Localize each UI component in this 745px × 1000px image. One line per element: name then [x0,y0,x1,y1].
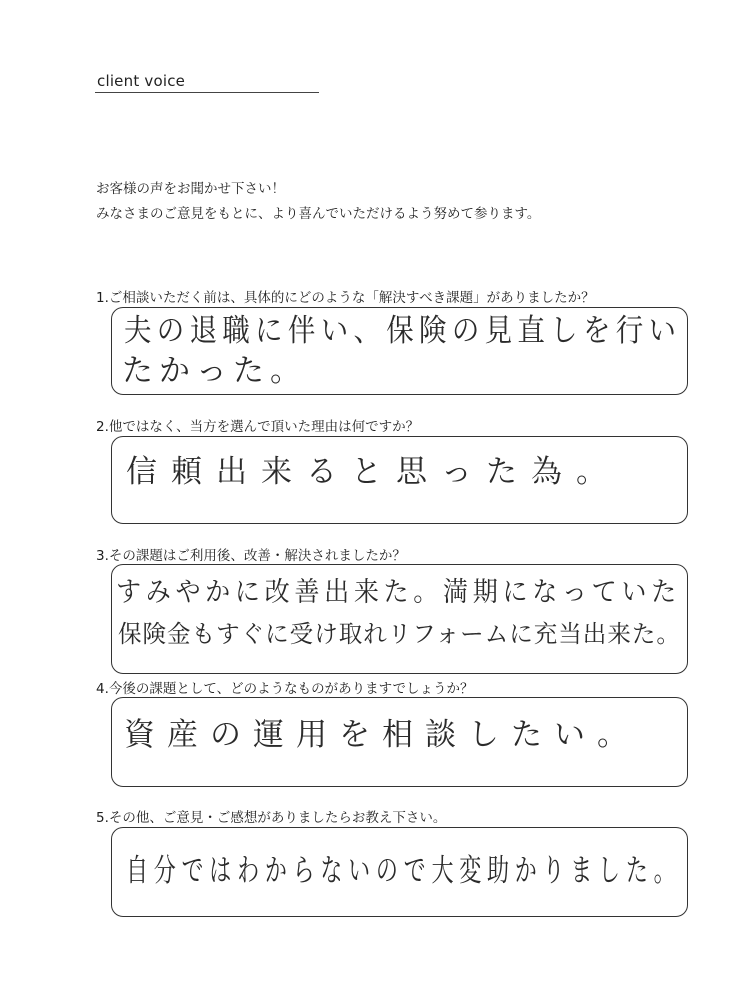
answer-3-line-2: 保険金もすぐに受け取れリフォームに充当出来た。 [118,620,681,648]
answer-5-line-1: 自分ではわからないので大変助かりました。 [126,853,682,889]
answer-box-4 [111,697,688,787]
answer-1-line-2: たかった。 [122,353,307,389]
answer-1-line-1: 夫の退職に伴い、保険の見直しを行い [124,313,682,349]
answer-box-5 [111,827,688,917]
answer-box-1 [111,307,688,395]
intro-line-1: お客様の声をお聞かせ下さい！ [96,181,285,197]
question-3: 3.その課題はご利用後、改善・解決されましたか？ [96,548,406,564]
answer-box-3 [111,564,688,674]
question-1: 1.ご相談いただく前は、具体的にどのような「解決すべき課題」がありましたか？ [96,290,595,306]
answer-box-2 [111,436,688,524]
answer-2-line-1: 信頼出来ると思った為。 [126,454,621,490]
answer-3-line-1: すみやかに改善出来た。満期になっていた [116,577,681,608]
question-2: 2.他ではなく、当方を選んで頂いた理由は何ですか？ [96,419,420,435]
question-5: 5.その他、ご意見・ご感想がありましたらお教え下さい。 [96,810,447,826]
intro-line-2: みなさまのご意見をもとに、より喜んでいただけるよう努めて参ります。 [96,206,541,222]
answer-4-line-1: 資産の運用を相談したい。 [124,717,640,753]
intro-text [96,177,540,227]
question-4: 4.今後の課題として、どのようなものがありますでしょうか？ [96,681,474,697]
header-underline [95,92,319,93]
client-voice-label: client voice [97,72,186,90]
